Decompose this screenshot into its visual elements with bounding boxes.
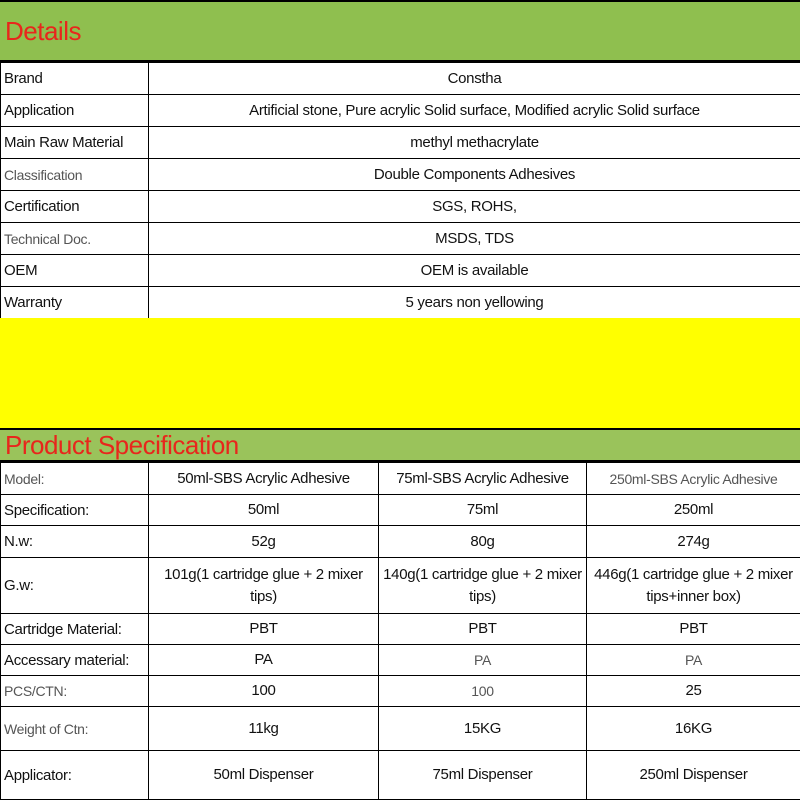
table-row [1, 751, 800, 800]
row-value: SGS, ROHS, [149, 191, 800, 223]
table-row [1, 255, 800, 287]
row-label: Specification: [1, 495, 149, 526]
cell-250ml: 25 [587, 676, 800, 707]
row-value: Artificial stone, Pure acrylic Solid surface, Modified acrylic Solid surface [149, 95, 800, 127]
row-label: Technical Doc. [1, 223, 149, 255]
cell-50ml: 101g(1 cartridge glue + 2 mixer tips) [149, 558, 379, 614]
row-value: OEM is available [149, 255, 800, 287]
specification-table [0, 462, 800, 800]
details-table [0, 62, 800, 319]
cell-75ml: 140g(1 cartridge glue + 2 mixer tips) [379, 558, 587, 614]
row-label: Cartridge Material: [1, 614, 149, 645]
cell-75ml: 100 [379, 676, 587, 707]
cell-75ml: 15KG [379, 707, 587, 751]
table-row [1, 707, 800, 751]
table-row [1, 191, 800, 223]
row-label: PCS/CTN: [1, 676, 149, 707]
table-row [1, 463, 800, 495]
cell-50ml: 11kg [149, 707, 379, 751]
table-row [1, 676, 800, 707]
table-row [1, 614, 800, 645]
row-label: Model: [1, 463, 149, 495]
row-label: Certification [1, 191, 149, 223]
cell-250ml: 250ml-SBS Acrylic Adhesive [587, 463, 800, 495]
cell-50ml: 50ml [149, 495, 379, 526]
table-row [1, 558, 800, 614]
row-label: Classification [1, 159, 149, 191]
row-label: Weight of Ctn: [1, 707, 149, 751]
cell-50ml: 100 [149, 676, 379, 707]
product-specification-heading: Product Specification [0, 428, 800, 462]
details-heading: Details [0, 0, 800, 62]
cell-50ml: 52g [149, 526, 379, 558]
table-row [1, 63, 800, 95]
row-value: 5 years non yellowing [149, 287, 800, 319]
cell-75ml: 75ml [379, 495, 587, 526]
row-value: Constha [149, 63, 800, 95]
table-row [1, 645, 800, 676]
row-label: N.w: [1, 526, 149, 558]
row-label: Main Raw Material [1, 127, 149, 159]
cell-50ml: 50ml Dispenser [149, 751, 379, 800]
table-row [1, 526, 800, 558]
cell-75ml: PBT [379, 614, 587, 645]
table-row [1, 287, 800, 319]
table-row [1, 127, 800, 159]
yellow-divider-band [0, 318, 800, 428]
row-label: Brand [1, 63, 149, 95]
cell-250ml: 446g(1 cartridge glue + 2 mixer tips+inner box) [587, 558, 800, 614]
table-row [1, 95, 800, 127]
cell-75ml: 75ml Dispenser [379, 751, 587, 800]
cell-50ml: PA [149, 645, 379, 676]
table-row [1, 223, 800, 255]
cell-250ml: 16KG [587, 707, 800, 751]
cell-250ml: 250ml [587, 495, 800, 526]
row-label: OEM [1, 255, 149, 287]
row-value: Double Components Adhesives [149, 159, 800, 191]
row-value: methyl methacrylate [149, 127, 800, 159]
cell-50ml: 50ml-SBS Acrylic Adhesive [149, 463, 379, 495]
cell-250ml: 274g [587, 526, 800, 558]
row-value: MSDS, TDS [149, 223, 800, 255]
cell-75ml: 80g [379, 526, 587, 558]
cell-250ml: 250ml Dispenser [587, 751, 800, 800]
row-label: Applicator: [1, 751, 149, 800]
row-label: Application [1, 95, 149, 127]
cell-50ml: PBT [149, 614, 379, 645]
table-row [1, 495, 800, 526]
cell-75ml: PA [379, 645, 587, 676]
cell-250ml: PA [587, 645, 800, 676]
cell-250ml: PBT [587, 614, 800, 645]
row-label: Accessary material: [1, 645, 149, 676]
cell-75ml: 75ml-SBS Acrylic Adhesive [379, 463, 587, 495]
row-label: Warranty [1, 287, 149, 319]
table-row [1, 159, 800, 191]
row-label: G.w: [1, 558, 149, 614]
